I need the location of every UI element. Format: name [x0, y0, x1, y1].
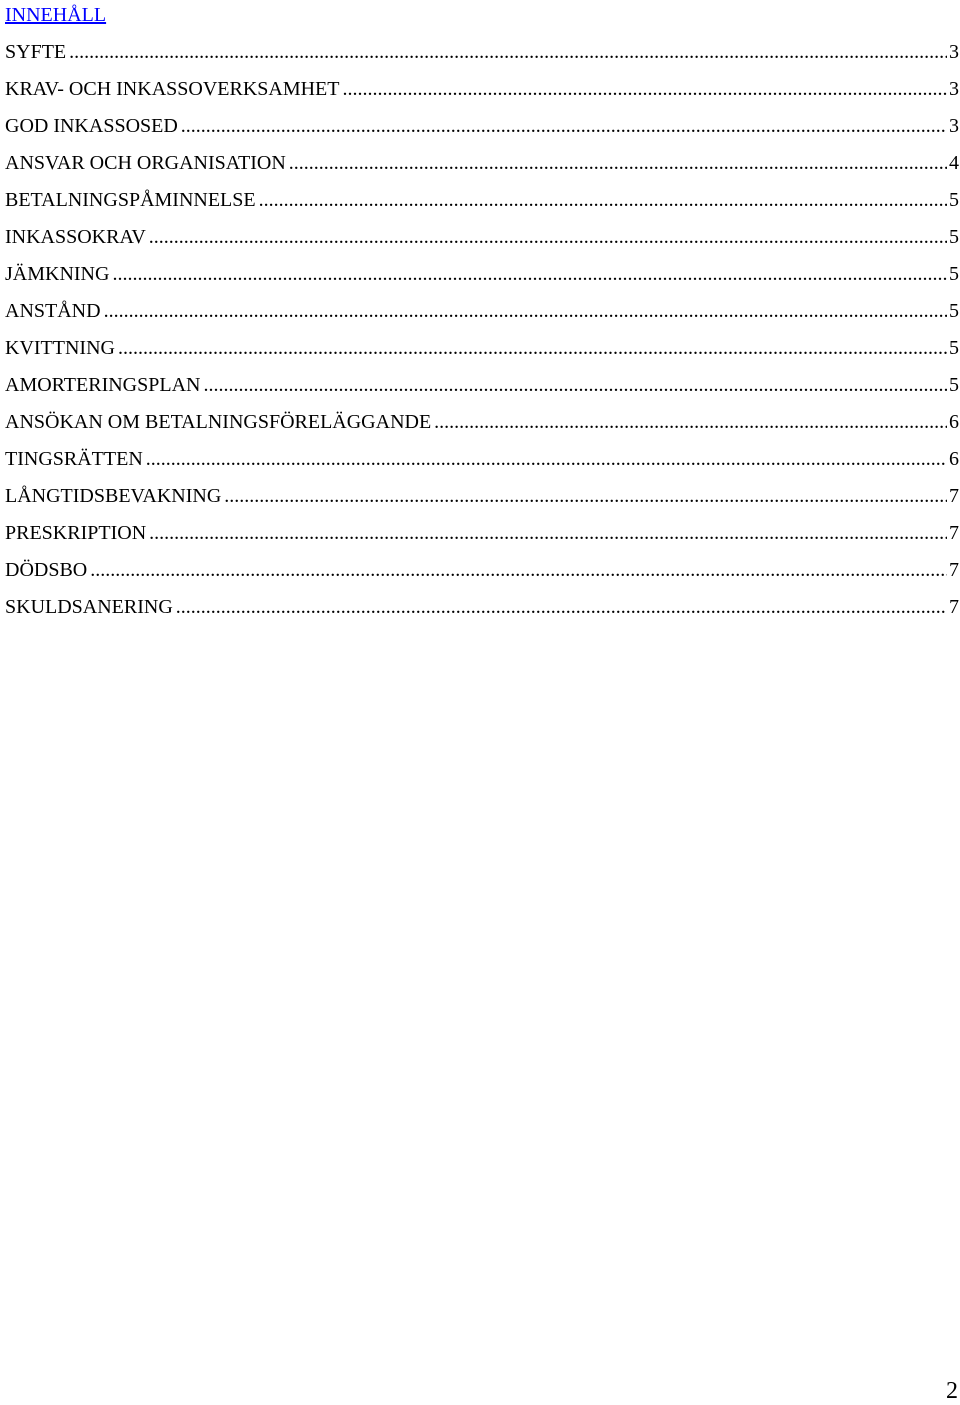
toc-entry-anstand[interactable]	[5, 299, 960, 336]
toc-entry-title: JÄMKNING	[5, 263, 110, 285]
toc-entry-kvittning[interactable]	[5, 336, 960, 373]
toc-entry-ansvar-och-organisation[interactable]	[5, 151, 960, 188]
toc-entry-title: LÅNGTIDSBEVAKNING	[5, 485, 222, 507]
toc-dot-leader	[181, 114, 947, 138]
toc-dot-leader	[289, 151, 947, 175]
page-number: 2	[946, 1378, 958, 1404]
toc-dot-leader	[149, 225, 947, 249]
toc-entry-god-inkassosed[interactable]	[5, 114, 960, 151]
toc-dot-leader	[259, 188, 947, 212]
toc-entry-page: 7	[949, 596, 959, 618]
toc-dot-leader	[434, 410, 947, 434]
toc-list	[5, 40, 960, 632]
toc-entry-skuldsanering[interactable]	[5, 595, 960, 632]
toc-entry-title: SKULDSANERING	[5, 596, 173, 618]
toc-dot-leader	[146, 447, 947, 471]
toc-entry-amorteringsplan[interactable]	[5, 373, 960, 410]
toc-entry-dodsbo[interactable]	[5, 558, 960, 595]
toc-dot-leader	[149, 521, 947, 545]
toc-entry-page: 5	[949, 300, 959, 322]
toc-entry-page: 5	[949, 226, 959, 248]
toc-entry-page: 3	[949, 78, 959, 100]
toc-entry-langtidsbevakning[interactable]	[5, 484, 960, 521]
toc-heading-link[interactable]: INNEHÅLL	[5, 4, 107, 26]
toc-entry-title: ANSTÅND	[5, 300, 101, 322]
toc-entry-page: 6	[949, 411, 959, 433]
toc-entry-page: 5	[949, 337, 959, 359]
toc-entry-preskription[interactable]	[5, 521, 960, 558]
toc-entry-title: KRAV- OCH INKASSOVERKSAMHET	[5, 78, 340, 100]
toc-entry-ansokan-om-betalningsforelaggande[interactable]	[5, 410, 960, 447]
toc-entry-page: 7	[949, 522, 959, 544]
toc-entry-title: KVITTNING	[5, 337, 115, 359]
toc-entry-page: 5	[949, 374, 959, 396]
toc-entry-page: 5	[949, 189, 959, 211]
toc-entry-title: ANSVAR OCH ORGANISATION	[5, 152, 286, 174]
toc-entry-page: 3	[949, 41, 959, 63]
toc-entry-syfte[interactable]	[5, 40, 960, 77]
toc-entry-page: 7	[949, 485, 959, 507]
toc-entry-title: GOD INKASSOSED	[5, 115, 178, 137]
toc-dot-leader	[224, 484, 947, 508]
toc-entry-tingsratten[interactable]	[5, 447, 960, 484]
toc-entry-jamkning[interactable]	[5, 262, 960, 299]
toc-entry-title: SYFTE	[5, 41, 67, 63]
toc-entry-page: 3	[949, 115, 959, 137]
toc-entry-title: ANSÖKAN OM BETALNINGSFÖRELÄGGANDE	[5, 411, 432, 433]
toc-entry-title: AMORTERINGSPLAN	[5, 374, 201, 396]
toc-entry-title: BETALNINGSPÅMINNELSE	[5, 189, 256, 211]
toc-dot-leader	[176, 595, 947, 619]
toc-entry-betalningspaminnelse[interactable]	[5, 188, 960, 225]
toc-entry-title: TINGSRÄTTEN	[5, 448, 143, 470]
toc-entry-page: 7	[949, 559, 959, 581]
toc-entry-title: DÖDSBO	[5, 559, 88, 581]
toc-dot-leader	[112, 262, 947, 286]
toc-entry-inkassokrav[interactable]	[5, 225, 960, 262]
toc-dot-leader	[203, 373, 947, 397]
toc-entry-page: 4	[949, 152, 959, 174]
toc-dot-leader	[118, 336, 947, 360]
toc-entry-krav-och-inkassoverksamhet[interactable]	[5, 77, 960, 114]
toc-entry-page: 6	[949, 448, 959, 470]
toc-entry-title: INKASSOKRAV	[5, 226, 146, 248]
toc-dot-leader	[69, 40, 947, 64]
toc-dot-leader	[90, 558, 947, 582]
toc-entry-page: 5	[949, 263, 959, 285]
toc-dot-leader	[104, 299, 947, 323]
toc-dot-leader	[343, 77, 948, 101]
toc-entry-title: PRESKRIPTION	[5, 522, 147, 544]
